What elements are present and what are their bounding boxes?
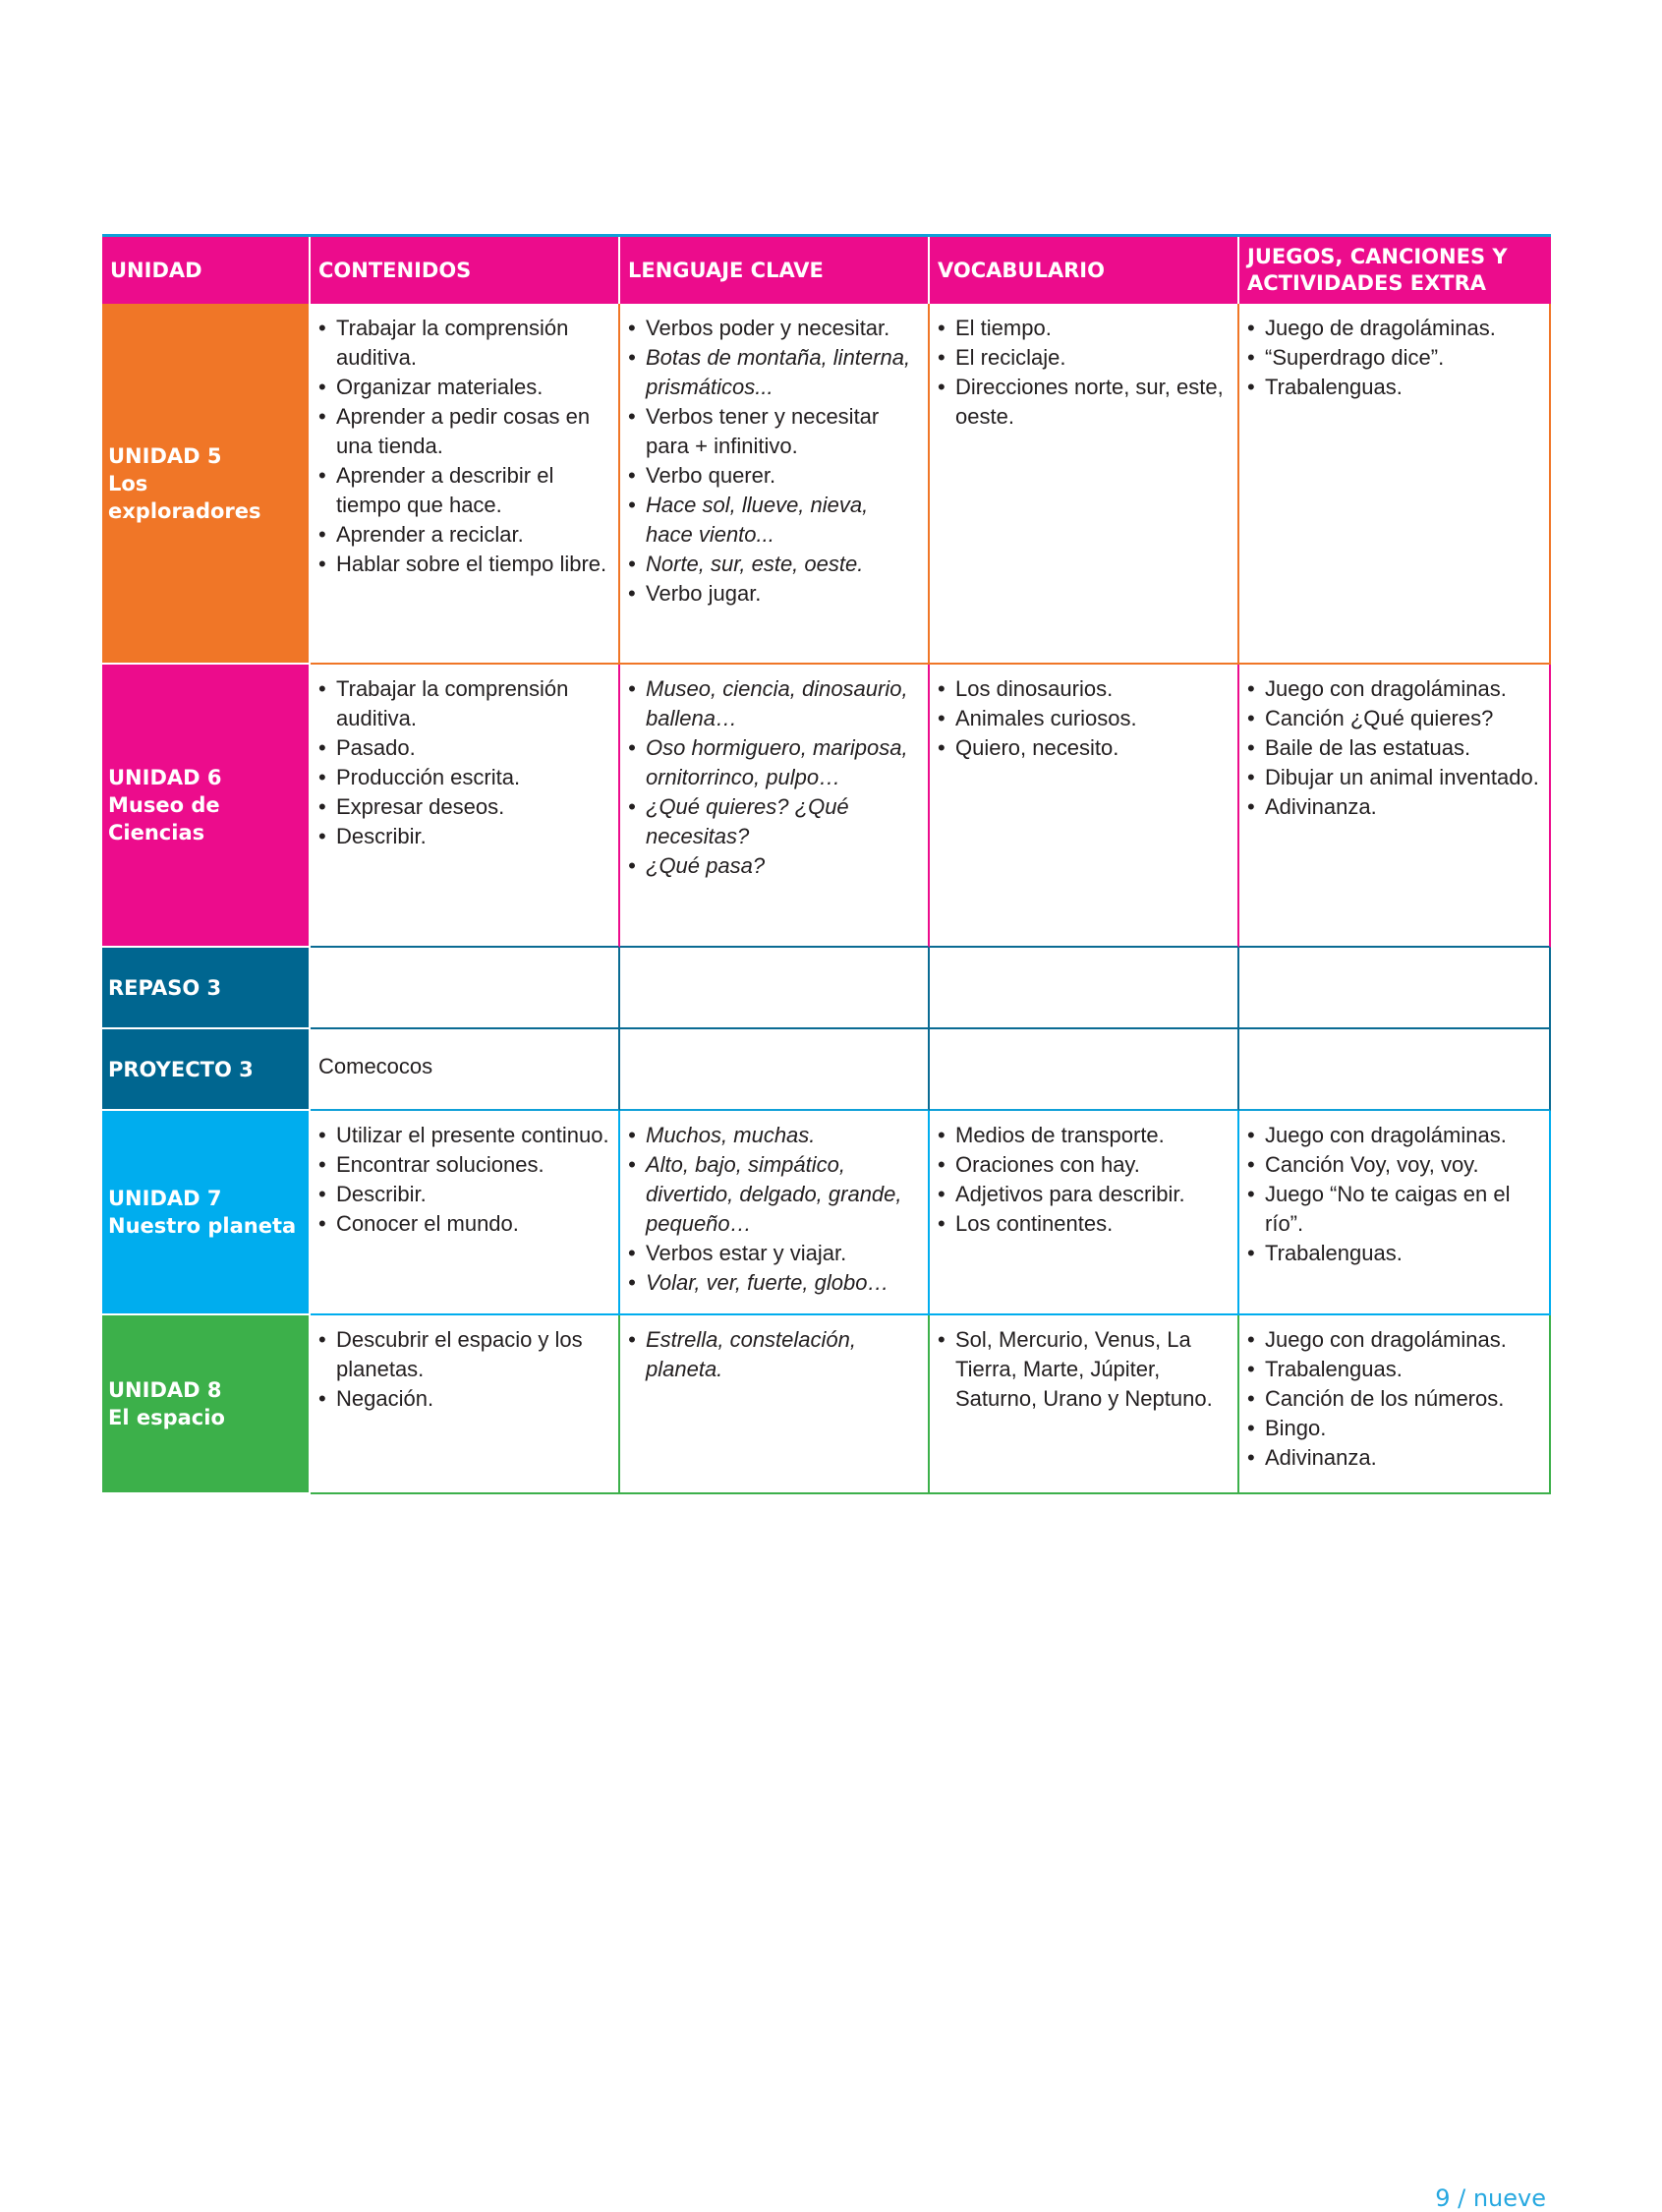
- unit-label-7: [102, 1111, 311, 1315]
- list-item: • Volar, ver, fuerte, globo…: [628, 1268, 920, 1298]
- list-item: • Juego con dragoláminas.: [1247, 1121, 1541, 1150]
- list-item: • “Superdrago dice”.: [1247, 343, 1541, 373]
- unit-subtitle: Nuestro planeta: [108, 1214, 297, 1238]
- list-item: • Aprender a reciclar.: [318, 520, 610, 550]
- list-item: • Direcciones norte, sur, este, oeste.: [938, 373, 1230, 432]
- cell-contenidos: [311, 665, 620, 948]
- list-item: • Oso hormiguero, mariposa, ornitorrinco, pulpo…: [628, 733, 920, 792]
- cell-lenguaje: [620, 304, 930, 665]
- list-item: • Verbos estar y viajar.: [628, 1239, 920, 1268]
- header-unidad: UNIDAD: [102, 237, 311, 304]
- cell-text: Comecocos: [318, 1053, 433, 1078]
- table-header-row: [102, 237, 1551, 304]
- cell-vocabulario: [930, 304, 1239, 665]
- cell-lenguaje: [620, 1315, 930, 1494]
- cell-juegos: [1239, 1315, 1551, 1494]
- list-item: • Trabalenguas.: [1247, 1239, 1541, 1268]
- list-item: • Botas de montaña, linterna, prismáticos...: [628, 343, 920, 402]
- list-item: • Hace sol, llueve, nieva, hace viento...: [628, 491, 920, 550]
- cell-contenidos: [311, 1315, 620, 1494]
- list-item: • Baile de las estatuas.: [1247, 733, 1541, 763]
- list-item: • Describir.: [318, 1180, 610, 1209]
- list-item: • Los dinosaurios.: [938, 674, 1230, 704]
- cell-contenidos: [311, 304, 620, 665]
- unit-title: UNIDAD 7: [108, 1187, 222, 1210]
- unit-label-8: [102, 1315, 311, 1494]
- cell-juegos: [1239, 665, 1551, 948]
- cell-juegos: [1239, 948, 1551, 1029]
- unit-label-proyecto-3: [102, 1029, 311, 1111]
- list-item: • Bingo.: [1247, 1414, 1541, 1443]
- list-item: • ¿Qué quieres? ¿Qué necesitas?: [628, 792, 920, 851]
- header-contenidos: CONTENIDOS: [311, 237, 620, 304]
- table-row-repaso-3: [102, 948, 1551, 1029]
- unit-subtitle: El espacio: [108, 1406, 225, 1429]
- unit-title: PROYECTO 3: [108, 1057, 254, 1081]
- list-item: • Verbos tener y necesitar para + infinitivo.: [628, 402, 920, 461]
- list-item: • Aprender a describir el tiempo que hace.: [318, 461, 610, 520]
- list-item: • Juego con dragoláminas.: [1247, 674, 1541, 704]
- table-row-unidad-6: [102, 665, 1551, 948]
- unit-title: UNIDAD 6: [108, 766, 222, 789]
- cell-vocabulario: [930, 665, 1239, 948]
- list-item: • Los continentes.: [938, 1209, 1230, 1239]
- list-item: • Juego con dragoláminas.: [1247, 1325, 1541, 1355]
- list-item: • Trabajar la comprensión auditiva.: [318, 314, 610, 373]
- unit-label-repaso-3: [102, 948, 311, 1029]
- cell-lenguaje: [620, 1029, 930, 1111]
- list-item: • Canción de los números.: [1247, 1384, 1541, 1414]
- table-row-unidad-5: [102, 304, 1551, 665]
- list-item: • Conocer el mundo.: [318, 1209, 610, 1239]
- unit-title: UNIDAD 5: [108, 443, 222, 468]
- list-item: • Dibujar un animal inventado.: [1247, 763, 1541, 792]
- list-item: • Producción escrita.: [318, 763, 610, 792]
- unit-label-5: [102, 304, 311, 665]
- cell-vocabulario: [930, 1315, 1239, 1494]
- unit-title: UNIDAD 8: [108, 1378, 222, 1402]
- cell-vocabulario: [930, 1029, 1239, 1111]
- list-item: • Verbos poder y necesitar.: [628, 314, 920, 343]
- list-item: • Verbo querer.: [628, 461, 920, 491]
- page-number: 9 / nueve: [1435, 2184, 1546, 2212]
- cell-juegos: [1239, 1029, 1551, 1111]
- cell-juegos: [1239, 304, 1551, 665]
- list-item: • Oraciones con hay.: [938, 1150, 1230, 1180]
- list-item: • Canción Voy, voy, voy.: [1247, 1150, 1541, 1180]
- cell-vocabulario: [930, 1111, 1239, 1315]
- cell-lenguaje: [620, 1111, 930, 1315]
- list-item: • Descubrir el espacio y los planetas.: [318, 1325, 610, 1384]
- list-item: • Adivinanza.: [1247, 1443, 1541, 1473]
- list-item: • Expresar deseos.: [318, 792, 610, 822]
- list-item: • Alto, bajo, simpático, divertido, delgado, grande, pequeño…: [628, 1150, 920, 1239]
- list-item: • Animales curiosos.: [938, 704, 1230, 733]
- list-item: • Medios de transporte.: [938, 1121, 1230, 1150]
- list-item: • Muchos, muchas.: [628, 1121, 920, 1150]
- list-item: • Organizar materiales.: [318, 373, 610, 402]
- list-item: • Museo, ciencia, dinosaurio, ballena…: [628, 674, 920, 733]
- curriculum-table: [102, 234, 1551, 1494]
- list-item: • Adjetivos para describir.: [938, 1180, 1230, 1209]
- list-item: • Juego “No te caigas en el río”.: [1247, 1180, 1541, 1239]
- unit-subtitle: Los exploradores: [108, 471, 261, 523]
- cell-contenidos: [311, 948, 620, 1029]
- cell-lenguaje: [620, 665, 930, 948]
- list-item: • Pasado.: [318, 733, 610, 763]
- unit-label-6: [102, 665, 311, 948]
- unit-subtitle: Museo de Ciencias: [108, 793, 220, 844]
- list-item: • Canción ¿Qué quieres?: [1247, 704, 1541, 733]
- header-juegos: JUEGOS, CANCIONES Y ACTIVIDADES EXTRA: [1239, 237, 1551, 304]
- list-item: • Norte, sur, este, oeste.: [628, 550, 920, 579]
- list-item: • Estrella, constelación, planeta.: [628, 1325, 920, 1384]
- cell-lenguaje: [620, 948, 930, 1029]
- list-item: • Describir.: [318, 822, 610, 851]
- list-item: • Adivinanza.: [1247, 792, 1541, 822]
- table-row-unidad-8: [102, 1315, 1551, 1494]
- header-vocabulario: VOCABULARIO: [930, 237, 1239, 304]
- list-item: • Encontrar soluciones.: [318, 1150, 610, 1180]
- table-row-unidad-7: [102, 1111, 1551, 1315]
- list-item: • Quiero, necesito.: [938, 733, 1230, 763]
- cell-contenidos: [311, 1029, 620, 1111]
- list-item: • Aprender a pedir cosas en una tienda.: [318, 402, 610, 461]
- cell-contenidos: [311, 1111, 620, 1315]
- list-item: • Trabalenguas.: [1247, 373, 1541, 402]
- table-row-proyecto-3: [102, 1029, 1551, 1111]
- cell-vocabulario: [930, 948, 1239, 1029]
- list-item: • ¿Qué pasa?: [628, 851, 920, 881]
- list-item: • Verbo jugar.: [628, 579, 920, 609]
- list-item: • Juego de dragoláminas.: [1247, 314, 1541, 343]
- header-lenguaje-clave: LENGUAJE CLAVE: [620, 237, 930, 304]
- list-item: • El tiempo.: [938, 314, 1230, 343]
- list-item: • Hablar sobre el tiempo libre.: [318, 550, 610, 579]
- cell-juegos: [1239, 1111, 1551, 1315]
- list-item: • El reciclaje.: [938, 343, 1230, 373]
- list-item: • Trabalenguas.: [1247, 1355, 1541, 1384]
- unit-title: REPASO 3: [108, 975, 222, 1000]
- list-item: • Utilizar el presente continuo.: [318, 1121, 610, 1150]
- list-item: • Negación.: [318, 1384, 610, 1414]
- list-item: • Sol, Mercurio, Venus, La Tierra, Marte, Júpiter, Saturno, Urano y Neptuno.: [938, 1325, 1230, 1414]
- list-item: • Trabajar la comprensión auditiva.: [318, 674, 610, 733]
